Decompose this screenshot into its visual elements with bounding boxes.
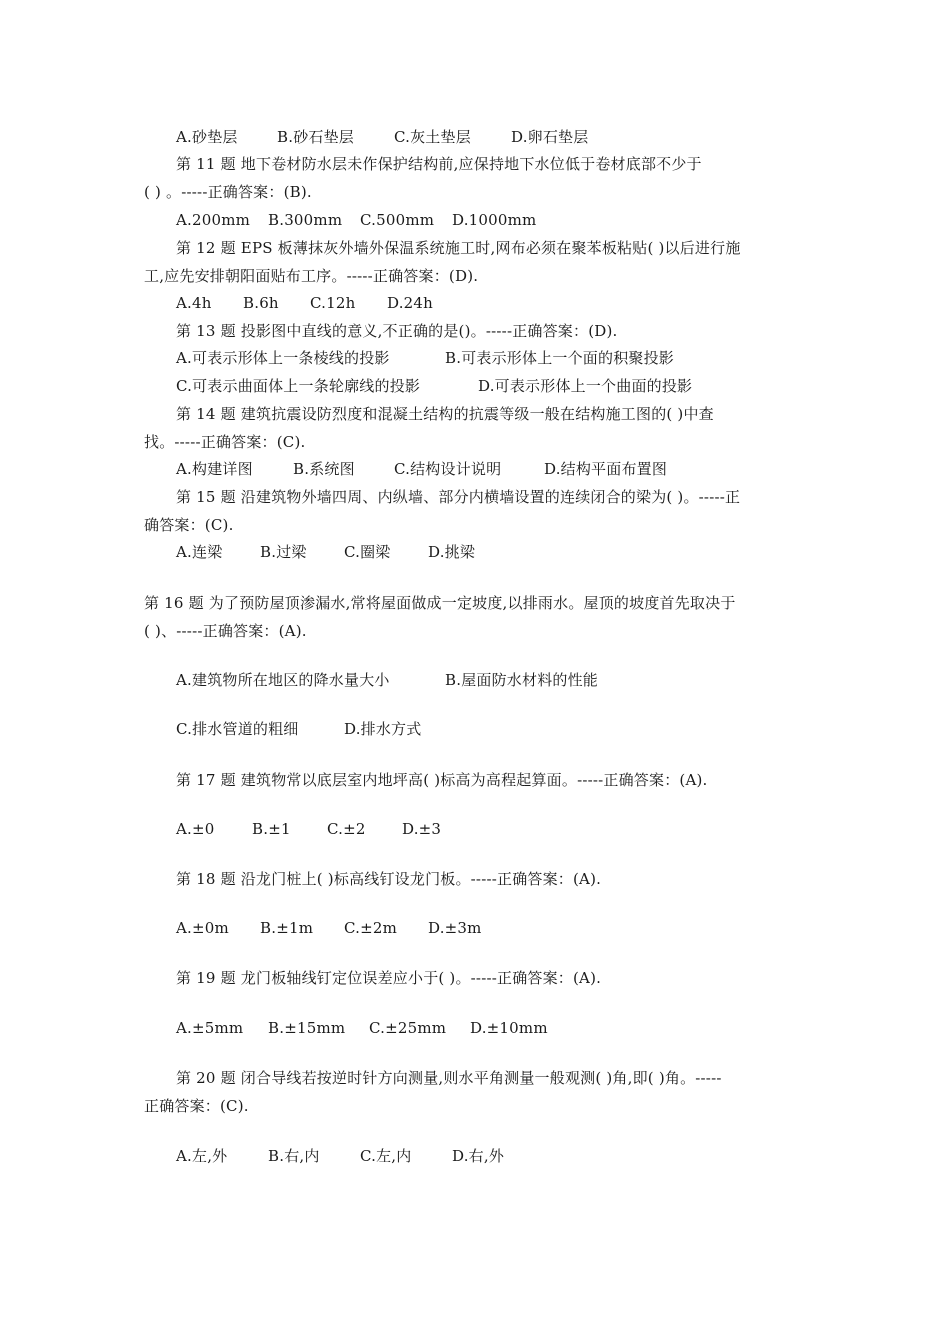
option-b: B.6h xyxy=(243,294,279,312)
q16-options-row2 xyxy=(176,719,421,739)
option-b: B.300mm xyxy=(268,211,343,229)
option-b: B.砂石垫层 xyxy=(277,128,354,146)
option-a: A.左,外 xyxy=(176,1147,228,1165)
option-a: A.±5mm xyxy=(176,1019,244,1037)
option-c: C.12h xyxy=(310,294,356,312)
question-11-line1: 第 11 题 地下卷材防水层未作保护结构前,应保持地下水位低于卷材底部不少于 xyxy=(176,155,702,173)
option-a: A.建筑物所在地区的降水量大小 xyxy=(176,671,390,689)
question-13-line1: 第 13 题 投影图中直线的意义,不正确的是()。-----正确答案：(D). xyxy=(176,322,618,340)
q12-options xyxy=(176,293,433,313)
question-16-line2: ( )、-----正确答案：(A). xyxy=(144,622,307,640)
question-15-line1: 第 15 题 沿建筑物外墙四周、内纵墙、部分内横墙设置的连续闭合的梁为( )。-----正 xyxy=(176,488,741,506)
option-b: B.±1 xyxy=(252,820,291,838)
option-b: B.过梁 xyxy=(260,543,307,561)
question-18-line1: 第 18 题 沿龙门桩上( )标高线钉设龙门板。-----正确答案：(A). xyxy=(176,870,602,888)
question-12-line2: 工,应先安排朝阳面贴布工序。-----正确答案：(D). xyxy=(144,267,479,285)
option-a: A.4h xyxy=(176,294,212,312)
option-d: D.结构平面布置图 xyxy=(544,460,668,478)
option-c: C.灰土垫层 xyxy=(394,128,471,146)
question-11-line2: ( ) 。-----正确答案：(B). xyxy=(144,183,312,201)
question-14-line2: 找。-----正确答案：(C). xyxy=(144,433,306,451)
option-d: D.可表示形体上一个曲面的投影 xyxy=(478,377,693,395)
option-c: C.±25mm xyxy=(369,1019,447,1037)
q14-options xyxy=(176,459,667,479)
q18-options xyxy=(176,918,482,938)
option-d: D.卵石垫层 xyxy=(511,128,589,146)
option-c: C.圈梁 xyxy=(344,543,391,561)
option-d: D.±3 xyxy=(402,820,442,838)
option-d: D.挑梁 xyxy=(428,543,476,561)
option-d: D.右,外 xyxy=(452,1147,505,1165)
option-a: A.±0 xyxy=(176,820,215,838)
q10-options xyxy=(176,127,588,147)
q15-options xyxy=(176,542,475,562)
q11-options xyxy=(176,210,536,230)
q16-options-row1 xyxy=(176,670,598,690)
question-14-line1: 第 14 题 建筑抗震设防烈度和混凝土结构的抗震等级一般在结构施工图的( )中查 xyxy=(176,405,714,423)
option-b: B.可表示形体上一个面的积聚投影 xyxy=(445,349,674,367)
option-a: A.200mm xyxy=(176,211,251,229)
q20-options xyxy=(176,1146,504,1166)
option-d: D.排水方式 xyxy=(344,720,422,738)
option-b: B.屋面防水材料的性能 xyxy=(445,671,598,689)
option-c: C.±2m xyxy=(344,919,398,937)
option-a: A.构建详图 xyxy=(176,460,253,478)
option-c: C.500mm xyxy=(360,211,435,229)
option-d: D.±3m xyxy=(428,919,482,937)
option-a: A.砂垫层 xyxy=(176,128,238,146)
q17-options xyxy=(176,819,441,839)
question-20-line2: 正确答案：(C). xyxy=(144,1097,249,1115)
option-c: C.±2 xyxy=(327,820,366,838)
option-d: D.1000mm xyxy=(452,211,537,229)
option-a: A.±0m xyxy=(176,919,229,937)
option-b: B.±1m xyxy=(260,919,314,937)
option-d: D.24h xyxy=(387,294,434,312)
option-c: C.左,内 xyxy=(360,1147,412,1165)
question-17-line1: 第 17 题 建筑物常以底层室内地坪高( )标高为高程起算面。-----正确答案：(A). xyxy=(176,771,708,789)
question-19-line1: 第 19 题 龙门板轴线钉定位误差应小于( )。-----正确答案：(A). xyxy=(176,969,602,987)
question-15-line2: 确答案：(C). xyxy=(144,516,234,534)
option-c: C.排水管道的粗细 xyxy=(176,720,299,738)
q13-options-row2 xyxy=(176,376,692,396)
option-b: B.右,内 xyxy=(268,1147,320,1165)
q19-options xyxy=(176,1018,548,1038)
q13-options-row1 xyxy=(176,348,674,368)
option-a: A.连梁 xyxy=(176,543,223,561)
option-c: C.结构设计说明 xyxy=(394,460,502,478)
question-12-line1: 第 12 题 EPS 板薄抹灰外墙外保温系统施工时,网布必须在聚苯板粘贴( )以后进行施 xyxy=(176,239,741,257)
option-a: A.可表示形体上一条棱线的投影 xyxy=(176,349,390,367)
option-c: C.可表示曲面体上一条轮廓线的投影 xyxy=(176,377,421,395)
question-20-line1: 第 20 题 闭合导线若按逆时针方向测量,则水平角测量一般观测( )角,即( )角。----- xyxy=(176,1069,722,1087)
option-d: D.±10mm xyxy=(470,1019,548,1037)
option-b: B.系统图 xyxy=(293,460,355,478)
option-b: B.±15mm xyxy=(268,1019,346,1037)
question-16-line1: 第 16 题 为了预防屋顶渗漏水,常将屋面做成一定坡度,以排雨水。屋顶的坡度首先取决于 xyxy=(144,594,736,612)
